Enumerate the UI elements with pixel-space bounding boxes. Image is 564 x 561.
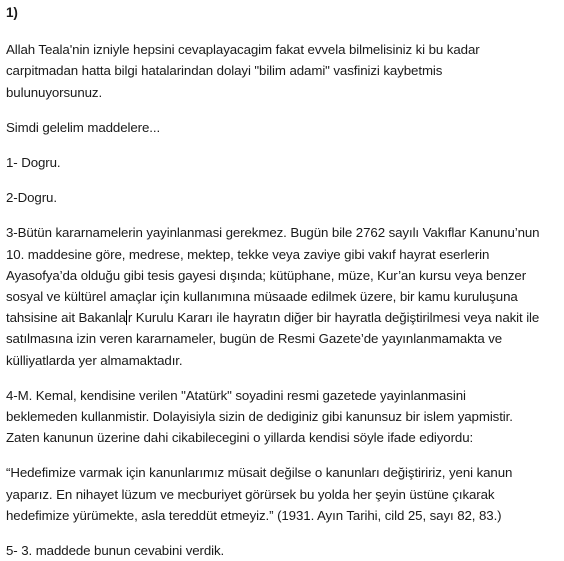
item-1-paragraph: 1- Dogru.: [6, 155, 61, 171]
section-heading: 1): [6, 5, 18, 20]
quote-paragraph: “Hedefimize varmak için kanunlarımız müsait değilse o kanunları değiştiririz, yeni kanun yaparız. En nihayet lüzum ve mecburiyet görürsek bu yolda her şeyin üstüne çıkarak hedefimize yürümekte, asla tereddüt etmeyiz.” (1931. Ayın Tarihi, cild 25, sayı 82, 83.): [6, 465, 513, 523]
document-body: [6, 0, 562, 561]
item-3-text-before-caret: 3-Bütün kararnamelerin yayinlanmasi gerekmez. Bugün bile 2762 sayılı Vakıflar Kanunu’nun 10. maddesine göre, medrese, mektep, tekke veya zaviye gibi vakıf hayrat eserlerin Ayasofya’da olduğu gibi tesis gayesi dışında; kütüphane, müze, Kur’an kursu veya benzer sosyal ve kültürel amaçlar için kullanımına müsaade edilmek üzere, bir kamu kuruluşuna tahsisine ait Bakanla: [6, 225, 540, 326]
item-4-paragraph: 4-M. Kemal, kendisine verilen "Atatürk" soyadini resmi gazetede yayinlanmasini beklemeden kullanmistir. Dolayisiyla sizin de dediginiz gibi kanunsuz bir islem yapmistir. Zaten kanunun üzerine dahi cikabilecegini o yillarda kendisi söyle ifade ediyordu:: [6, 387, 513, 446]
item-5-paragraph: 5- 3. maddede bunun cevabini verdik.: [6, 543, 225, 559]
item-3-text-after-caret: r Kurulu Kararı ile hayratın diğer bir hayratla değiştirilmesi veya nakit ile satılmasına izin veren kararnameler, bugün de Resmi Gazete’de yayınlanmamakta ve külliyatlarda yer almamaktadır.: [6, 310, 540, 368]
transition-paragraph: Simdi gelelim maddelere...: [6, 119, 161, 135]
item-3-paragraph[interactable]: [6, 222, 562, 370]
intro-paragraph: Allah Teala'nin izniyle hepsini cevaplayacagim fakat evvela bilmelisiniz ki bu kadar carpitmadan hatta bilgi hatalarindan dolayi "bilim adami" vasfinizi kaybetmis bulunuyorsunuz.: [6, 42, 480, 100]
item-2-paragraph: 2-Dogru.: [6, 190, 57, 206]
